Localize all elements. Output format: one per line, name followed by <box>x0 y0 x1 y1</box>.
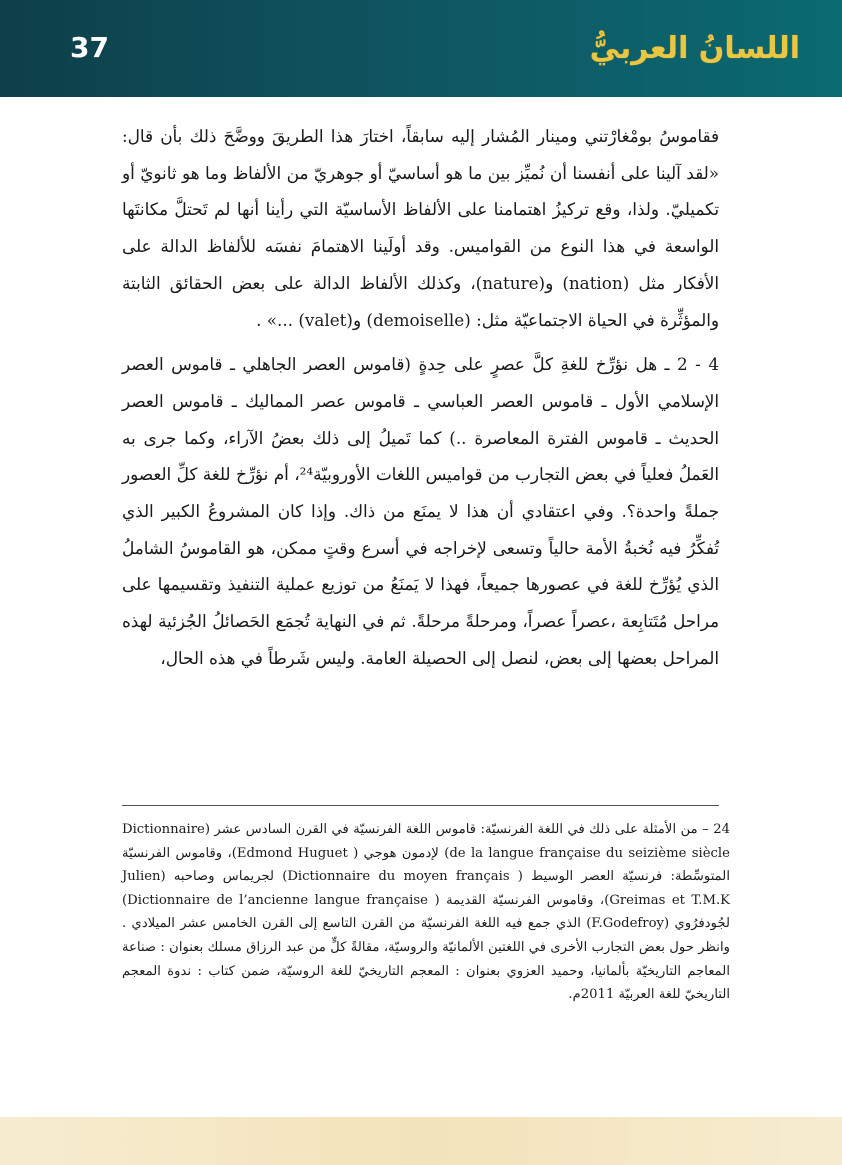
page-header <box>0 0 842 97</box>
footnote-divider <box>122 805 719 806</box>
page-footer-band <box>0 1117 842 1165</box>
paragraph: 4 - 2 ـ هل نؤرِّخ للغةِ كلَّ عصرٍ على حِدةٍ (قاموس العصر الجاهلي ـ قاموس العصر الإسلامي الأول ـ قاموس العصر العباسي ـ قاموس عصر المماليك ـ قاموس العصر الحديث ـ قاموس الفترة المعاصرة ..) كما تَميلُ إلى ذلك بعضُ الآراء، وكما جرى به العَملُ فعلياً في بعض التجارب من قواميس اللغات الأوروبيّة²⁴، أم نؤرِّخ للغة كلِّ العصور جملةً واحدة؟. وفي اعتقادي أن هذا لا يمنَع من ذاك. وإذا كان المشروعُ الكبير الذي تُفكِّرُ فيه نُخبةُ الأمة حالياً وتسعى لإخراجه في أسرع وقتٍ ممكن، هو القاموسُ الشاملُ الذي يُؤرِّخ للغة في عصورها جميعاً، فهذا لا يَمنَعُ من توزيع عملية التنفيذ وتقسيمها على مراحل مُتَتابِعة ،عصراً عصراً، ومرحلةً مرحلةً. ثم في النهاية تُجمَع الحَصائلُ الجُزئية لهذه المراحل بعضها إلى بعض، لنصل إلى الحصيلة العامة. وليس شَرطاً في هذه الحال، <box>122 354 719 668</box>
journal-logo: اللسانُ العربيُّ <box>589 30 800 66</box>
page-number: 37 <box>70 31 109 64</box>
footnotes <box>122 818 730 1007</box>
paragraph: فقاموسُ بومْغارْتني ومينار المُشار إليه سابقاً، اختارَ هذا الطريقَ ووضَّحَ ذلك بأن قال: «لقد آلينا على أنفسنا أن نُميِّز بين ما هو أساسيّ أو جوهريّ من الألفاظ وما هو ثانويّ أو تكميليّ. ولذا، وقع تركيزُ اهتمامنا على الألفاظ الأساسيّة التي رأينا أنها لم تَحتلَّ مكانتَها الواسعة في هذا النوع من القواميس. وقد أولَينا الاهتمامَ نفسَه للألفاظ الدالة على الأفكار مثل (nation) و(nature)، وكذلك الألفاظ الدالة على بعض الحقائق الثابتة والمؤثِّرة في الحياة الاجتماعيّة مثل: (demoiselle) و(valet) ...» . <box>122 126 720 330</box>
footnote-24: 24 – من الأمثلة على ذلك في اللغة الفرنسيّة: قاموس اللغة الفرنسيّة في القرن السادس عشر (Dictionnaire de la langue française du seizième siècle) لإدمون هوجي ( Edmond Huguet)، وقاموس الفرنسيّة المتوسِّطة: فرنسيّة العصر الوسيط ( Dictionnaire du moyen français) لجريماس وصاحبه (Julien Greimas et T.M.K)، وقاموس الفرنسيّة القديمة ( Dictionnaire de l’ancienne langue française) لجُودفرُوي (F.Godefroy) الذي جمع فيه اللغة الفرنسيّة من القرن التاسع إلى القرن الخامس عشر الميلادي . وانظر حول بعض التجارب الأخرى في اللغتين الألمانيّة والروسيّة، مقالةً كلٍّ من عبد الرزاق مسلك بعنوان : صناعة المعاجم التاريخيّة بألمانيا، وحميد العزوي بعنوان : المعجم التاريخيّ للغة الروسيّة، ضمن كتاب : ندوة المعجم التاريخيّ للغة العربيّة 2011م. <box>122 822 730 1003</box>
article-body <box>122 118 719 677</box>
